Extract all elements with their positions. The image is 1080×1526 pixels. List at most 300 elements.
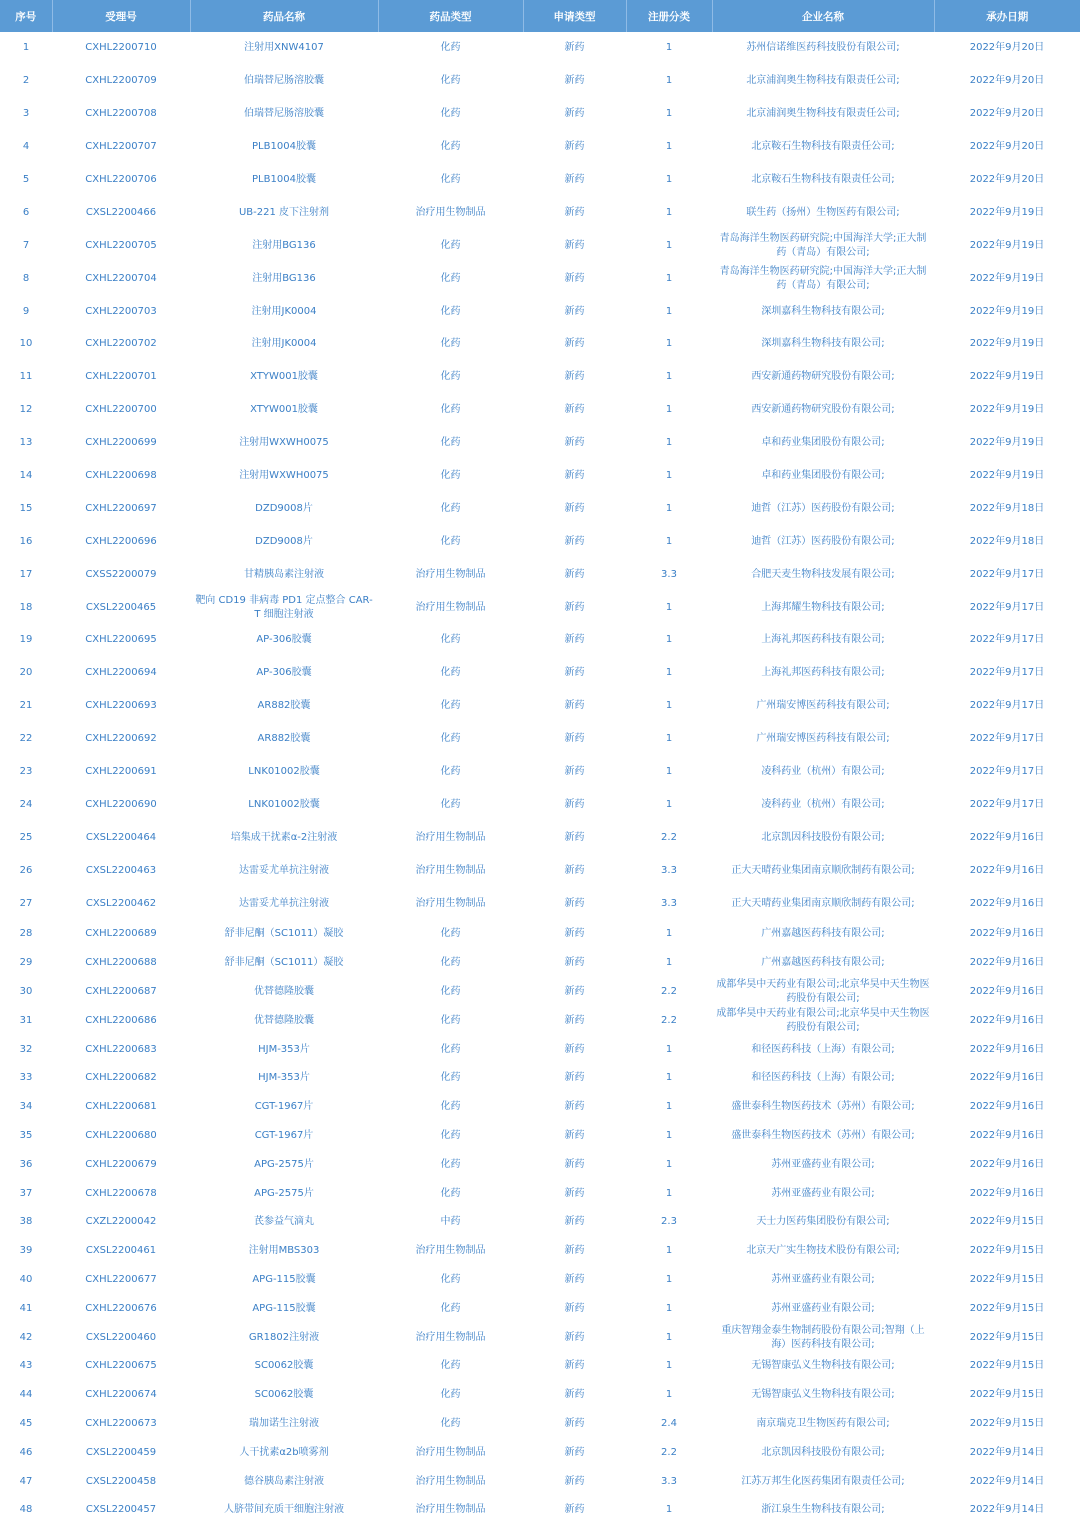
table-row xyxy=(0,394,1080,427)
cell-date: 2022年9月16日 xyxy=(969,1043,1045,1055)
cell-date: 2022年9月16日 xyxy=(969,986,1045,998)
cell-application-type: 新药 xyxy=(564,864,585,876)
table-row xyxy=(0,1467,1080,1496)
cell-drug-name: AP-306胶囊 xyxy=(256,634,312,646)
cell-date: 2022年9月19日 xyxy=(969,404,1045,416)
cell-application-type: 新药 xyxy=(564,897,585,909)
cell-drug-name: 靶向 CD19 非病毒 PD1 定点整合 CAR-T 细胞注射液 xyxy=(195,594,373,620)
cell-application-type: 新药 xyxy=(564,928,585,940)
cell-company-name: 北京天广实生物技术股份有限公司; xyxy=(746,1245,900,1257)
cell-index: 6 xyxy=(22,206,30,218)
cell-index: 32 xyxy=(19,1043,33,1055)
cell-application-type: 新药 xyxy=(564,1158,585,1170)
cell-acceptance-no: CXHL2200691 xyxy=(85,766,157,778)
cell-date: 2022年9月16日 xyxy=(969,831,1045,843)
cell-index: 20 xyxy=(19,667,33,679)
cell-registration-class: 1 xyxy=(665,404,673,416)
cell-drug-name: 伯瑞替尼肠溶胶囊 xyxy=(244,108,324,120)
cell-acceptance-no: CXHL2200694 xyxy=(85,667,157,679)
cell-date: 2022年9月18日 xyxy=(969,502,1045,514)
cell-drug-type: 化药 xyxy=(440,928,461,940)
cell-index: 13 xyxy=(19,437,33,449)
table-row xyxy=(0,1352,1080,1381)
cell-index: 47 xyxy=(19,1475,33,1487)
cell-acceptance-no: CXHL2200689 xyxy=(85,928,157,940)
header-drug-type: 药品类型 xyxy=(378,0,523,32)
cell-application-type: 新药 xyxy=(564,957,585,969)
cell-acceptance-no: CXHL2200693 xyxy=(85,700,157,712)
cell-acceptance-no: CXSL2200462 xyxy=(85,897,157,909)
cell-drug-type: 化药 xyxy=(440,437,461,449)
table-row xyxy=(0,591,1080,624)
cell-application-type: 新药 xyxy=(564,766,585,778)
cell-company-name: 北京凯因科技股份有限公司; xyxy=(761,1446,885,1458)
cell-index: 31 xyxy=(19,1014,33,1026)
cell-application-type: 新药 xyxy=(564,502,585,514)
cell-index: 36 xyxy=(19,1158,33,1170)
cell-drug-name: 优替德隆胶囊 xyxy=(254,1014,314,1026)
cell-company-name: 浙江泉生生物科技有限公司; xyxy=(761,1504,885,1516)
cell-registration-class: 1 xyxy=(665,1245,673,1257)
cell-date: 2022年9月19日 xyxy=(969,470,1045,482)
cell-drug-type: 化药 xyxy=(440,42,461,54)
cell-date: 2022年9月19日 xyxy=(969,239,1045,251)
cell-company-name: 北京鞍石生物科技有限责任公司; xyxy=(751,141,895,153)
cell-date: 2022年9月19日 xyxy=(969,338,1045,350)
cell-drug-type: 化药 xyxy=(440,1187,461,1199)
cell-index: 9 xyxy=(22,305,30,317)
cell-registration-class: 1 xyxy=(665,1158,673,1170)
cell-registration-class: 1 xyxy=(665,1072,673,1084)
cell-application-type: 新药 xyxy=(564,1389,585,1401)
cell-date: 2022年9月15日 xyxy=(969,1389,1045,1401)
cell-drug-type: 化药 xyxy=(440,239,461,251)
cell-drug-type: 化药 xyxy=(440,700,461,712)
cell-drug-name: GR1802注射液 xyxy=(248,1331,320,1343)
cell-registration-class: 1 xyxy=(665,634,673,646)
cell-registration-class: 3.3 xyxy=(661,1475,677,1487)
table-row xyxy=(0,756,1080,789)
table-row xyxy=(0,854,1080,887)
table-row xyxy=(0,460,1080,493)
cell-acceptance-no: CXHL2200706 xyxy=(85,174,157,185)
cell-drug-type: 治疗用生物制品 xyxy=(415,1245,486,1257)
cell-drug-type: 化药 xyxy=(440,1101,461,1113)
cell-index: 38 xyxy=(19,1216,33,1228)
cell-acceptance-no: CXHL2200690 xyxy=(85,798,157,810)
cell-drug-type: 化药 xyxy=(440,272,461,284)
cell-index: 2 xyxy=(22,75,30,87)
cell-drug-name: PLB1004胶囊 xyxy=(252,141,316,153)
header-index: 序号 xyxy=(0,0,52,32)
cell-drug-name: 培集成干扰素α-2注射液 xyxy=(230,831,338,843)
cell-registration-class: 2.2 xyxy=(661,1446,677,1458)
cell-index: 14 xyxy=(19,470,33,482)
cell-company-name: 凌科药业（杭州）有限公司; xyxy=(761,766,885,778)
cell-date: 2022年9月14日 xyxy=(969,1504,1045,1516)
header-application-type: 申请类型 xyxy=(523,0,626,32)
table-row xyxy=(0,788,1080,821)
cell-index: 19 xyxy=(19,634,33,646)
cell-acceptance-no: CXHL2200708 xyxy=(85,108,157,120)
cell-drug-name: XTYW001胶囊 xyxy=(250,371,318,383)
cell-drug-type: 化药 xyxy=(440,733,461,745)
cell-acceptance-no: CXHL2200675 xyxy=(85,1360,157,1372)
cell-company-name: 青岛海洋生物医药研究院;中国海洋大学;正大制药（青岛）有限公司; xyxy=(719,232,927,258)
table-row xyxy=(0,32,1080,65)
cell-drug-name: PLB1004胶囊 xyxy=(252,174,316,185)
cell-index: 12 xyxy=(19,404,33,416)
table-row xyxy=(0,723,1080,756)
cell-drug-type: 化药 xyxy=(440,1043,461,1055)
cell-company-name: 卓和药业集团股份有限公司; xyxy=(761,437,885,449)
cell-date: 2022年9月16日 xyxy=(969,864,1045,876)
cell-company-name: 迪哲（江苏）医药股份有限公司; xyxy=(751,502,895,514)
cell-application-type: 新药 xyxy=(564,1216,585,1228)
table-row xyxy=(0,131,1080,164)
cell-application-type: 新药 xyxy=(564,437,585,449)
cell-application-type: 新药 xyxy=(564,1043,585,1055)
table-row xyxy=(0,1438,1080,1467)
cell-application-type: 新药 xyxy=(564,568,585,580)
cell-drug-name: AR882胶囊 xyxy=(257,700,311,712)
cell-application-type: 新药 xyxy=(564,733,585,745)
cell-drug-type: 化药 xyxy=(440,1417,461,1429)
cell-company-name: 无锡智康弘义生物科技有限公司; xyxy=(751,1360,895,1372)
cell-drug-type: 化药 xyxy=(440,1302,461,1314)
cell-drug-name: 注射用BG136 xyxy=(252,239,316,251)
cell-date: 2022年9月16日 xyxy=(969,897,1045,909)
table-row xyxy=(0,624,1080,657)
cell-date: 2022年9月16日 xyxy=(969,1187,1045,1199)
cell-date: 2022年9月17日 xyxy=(969,766,1045,778)
cell-company-name: 苏州亚盛药业有限公司; xyxy=(771,1158,875,1170)
cell-index: 40 xyxy=(19,1274,33,1285)
cell-application-type: 新药 xyxy=(564,108,585,120)
cell-company-name: 北京浦润奥生物科技有限责任公司; xyxy=(746,75,900,87)
cell-registration-class: 1 xyxy=(665,667,673,679)
cell-registration-class: 1 xyxy=(665,371,673,383)
cell-registration-class: 1 xyxy=(665,766,673,778)
table-row xyxy=(0,1496,1080,1525)
table-row xyxy=(0,1064,1080,1093)
cell-drug-name: DZD9008片 xyxy=(255,535,313,547)
table-row xyxy=(0,229,1080,262)
cell-index: 22 xyxy=(19,733,33,745)
cell-index: 17 xyxy=(19,568,33,580)
cell-acceptance-no: CXHL2200680 xyxy=(85,1130,157,1142)
cell-acceptance-no: CXHL2200695 xyxy=(85,634,157,646)
cell-drug-type: 化药 xyxy=(440,1274,461,1285)
table-row xyxy=(0,295,1080,328)
table-row xyxy=(0,1381,1080,1410)
cell-drug-name: UB-221 皮下注射剂 xyxy=(238,206,330,218)
cell-acceptance-no: CXSL2200466 xyxy=(85,206,157,218)
cell-index: 42 xyxy=(19,1331,33,1343)
cell-company-name: 广州嘉越医药科技有限公司; xyxy=(761,928,885,940)
cell-application-type: 新药 xyxy=(564,272,585,284)
table-row xyxy=(0,558,1080,591)
cell-registration-class: 1 xyxy=(665,733,673,745)
cell-index: 43 xyxy=(19,1360,33,1372)
table-row xyxy=(0,65,1080,98)
cell-date: 2022年9月16日 xyxy=(969,1158,1045,1170)
cell-drug-name: 瑞加诺生注射液 xyxy=(249,1417,319,1429)
table-header xyxy=(0,0,1080,32)
cell-application-type: 新药 xyxy=(564,1274,585,1285)
cell-registration-class: 1 xyxy=(665,1302,673,1314)
cell-drug-name: APG-2575片 xyxy=(254,1158,314,1170)
cell-acceptance-no: CXHL2200677 xyxy=(85,1274,157,1285)
cell-registration-class: 1 xyxy=(665,272,673,284)
cell-registration-class: 2.2 xyxy=(661,1014,677,1026)
cell-date: 2022年9月15日 xyxy=(969,1216,1045,1228)
cell-company-name: 迪哲（江苏）医药股份有限公司; xyxy=(751,535,895,547)
cell-drug-type: 治疗用生物制品 xyxy=(415,568,486,580)
cell-index: 33 xyxy=(19,1072,33,1084)
cell-company-name: 和径医药科技（上海）有限公司; xyxy=(751,1043,895,1055)
cell-date: 2022年9月14日 xyxy=(969,1446,1045,1458)
cell-drug-type: 化药 xyxy=(440,338,461,350)
cell-index: 48 xyxy=(19,1504,33,1516)
cell-company-name: 合肥天麦生物科技发展有限公司; xyxy=(751,568,895,580)
cell-registration-class: 1 xyxy=(665,239,673,251)
cell-index: 8 xyxy=(22,272,30,284)
cell-acceptance-no: CXSL2200459 xyxy=(85,1446,157,1458)
cell-drug-name: 舒非尼酮（SC1011）凝胶 xyxy=(224,928,344,940)
cell-acceptance-no: CXSL2200464 xyxy=(85,831,157,843)
cell-acceptance-no: CXHL2200692 xyxy=(85,733,157,745)
cell-registration-class: 3.3 xyxy=(661,568,677,580)
cell-acceptance-no: CXHL2200696 xyxy=(85,535,157,547)
cell-drug-type: 治疗用生物制品 xyxy=(415,897,486,909)
cell-date: 2022年9月17日 xyxy=(969,700,1045,712)
cell-registration-class: 1 xyxy=(665,305,673,317)
cell-application-type: 新药 xyxy=(564,986,585,998)
table-row xyxy=(0,1093,1080,1122)
cell-drug-name: APG-115胶囊 xyxy=(252,1274,316,1285)
cell-registration-class: 1 xyxy=(665,1187,673,1199)
table-row xyxy=(0,525,1080,558)
cell-company-name: 正大天晴药业集团南京顺欣制药有限公司; xyxy=(731,897,915,909)
cell-registration-class: 2.4 xyxy=(661,1417,677,1429)
cell-company-name: 上海邦耀生物科技有限公司; xyxy=(761,601,885,613)
table-row xyxy=(0,196,1080,229)
cell-drug-name: LNK01002胶囊 xyxy=(248,766,320,778)
cell-date: 2022年9月19日 xyxy=(969,371,1045,383)
cell-company-name: 正大天晴药业集团南京顺欣制药有限公司; xyxy=(731,864,915,876)
cell-drug-name: 人干扰素α2b喷雾剂 xyxy=(239,1446,329,1458)
cell-acceptance-no: CXHL2200702 xyxy=(85,338,157,350)
cell-application-type: 新药 xyxy=(564,141,585,153)
cell-application-type: 新药 xyxy=(564,305,585,317)
cell-drug-name: 注射用JK0004 xyxy=(251,338,317,350)
cell-drug-type: 化药 xyxy=(440,986,461,998)
cell-date: 2022年9月16日 xyxy=(969,1130,1045,1142)
cell-application-type: 新药 xyxy=(564,1101,585,1113)
table-row xyxy=(0,887,1080,920)
cell-application-type: 新药 xyxy=(564,1302,585,1314)
table-row xyxy=(0,690,1080,723)
cell-registration-class: 1 xyxy=(665,141,673,153)
table-row xyxy=(0,920,1080,949)
cell-date: 2022年9月17日 xyxy=(969,568,1045,580)
cell-date: 2022年9月20日 xyxy=(969,174,1045,185)
cell-company-name: 北京凯因科技股份有限公司; xyxy=(761,831,885,843)
cell-acceptance-no: CXSL2200457 xyxy=(85,1504,157,1516)
cell-company-name: 联生药（扬州）生物医药有限公司; xyxy=(746,206,900,218)
cell-drug-name: CGT-1967片 xyxy=(254,1101,314,1113)
table-row xyxy=(0,1294,1080,1323)
cell-drug-type: 治疗用生物制品 xyxy=(415,831,486,843)
cell-company-name: 苏州亚盛药业有限公司; xyxy=(771,1274,875,1285)
header-row xyxy=(0,0,1080,32)
cell-drug-type: 化药 xyxy=(440,1158,461,1170)
cell-drug-type: 治疗用生物制品 xyxy=(415,1475,486,1487)
cell-index: 1 xyxy=(22,42,30,54)
cell-company-name: 和径医药科技（上海）有限公司; xyxy=(751,1072,895,1084)
table-row xyxy=(0,328,1080,361)
cell-date: 2022年9月15日 xyxy=(969,1302,1045,1314)
cell-drug-name: HJM-353片 xyxy=(258,1072,310,1084)
cell-index: 35 xyxy=(19,1130,33,1142)
cell-registration-class: 1 xyxy=(665,108,673,120)
cell-acceptance-no: CXSL2200458 xyxy=(85,1475,157,1487)
cell-acceptance-no: CXHL2200686 xyxy=(85,1014,157,1026)
cell-application-type: 新药 xyxy=(564,338,585,350)
cell-index: 30 xyxy=(19,986,33,998)
cell-index: 46 xyxy=(19,1446,33,1458)
cell-company-name: 无锡智康弘义生物科技有限公司; xyxy=(751,1389,895,1401)
cell-registration-class: 1 xyxy=(665,1331,673,1343)
cell-drug-type: 治疗用生物制品 xyxy=(415,206,486,218)
table-row xyxy=(0,1150,1080,1179)
header-drug-name: 药品名称 xyxy=(190,0,378,32)
cell-acceptance-no: CXHL2200700 xyxy=(85,404,157,416)
cell-application-type: 新药 xyxy=(564,1331,585,1343)
cell-drug-type: 化药 xyxy=(440,798,461,810)
table-row xyxy=(0,1179,1080,1208)
cell-index: 18 xyxy=(19,601,33,613)
cell-acceptance-no: CXZL2200042 xyxy=(85,1216,157,1228)
cell-registration-class: 1 xyxy=(665,1360,673,1372)
table-row xyxy=(0,164,1080,197)
cell-company-name: 北京鞍石生物科技有限责任公司; xyxy=(751,174,895,185)
cell-acceptance-no: CXSL2200465 xyxy=(85,601,157,613)
cell-date: 2022年9月17日 xyxy=(969,601,1045,613)
cell-company-name: 成都华昊中天药业有限公司;北京华昊中天生物医药股份有限公司; xyxy=(716,1007,930,1033)
cell-acceptance-no: CXHL2200687 xyxy=(85,986,157,998)
cell-registration-class: 2.2 xyxy=(661,986,677,998)
cell-acceptance-no: CXHL2200676 xyxy=(85,1302,157,1314)
cell-drug-type: 化药 xyxy=(440,108,461,120)
cell-index: 11 xyxy=(19,371,33,383)
cell-company-name: 广州瑞安博医药科技有限公司; xyxy=(756,733,890,745)
cell-registration-class: 1 xyxy=(665,75,673,87)
cell-drug-type: 治疗用生物制品 xyxy=(415,601,486,613)
cell-drug-type: 化药 xyxy=(440,634,461,646)
table-row xyxy=(0,1035,1080,1064)
cell-drug-name: 达雷妥尤单抗注射液 xyxy=(239,897,329,909)
cell-application-type: 新药 xyxy=(564,1130,585,1142)
cell-acceptance-no: CXHL2200678 xyxy=(85,1187,157,1199)
header-registration-class: 注册分类 xyxy=(626,0,712,32)
cell-date: 2022年9月19日 xyxy=(969,305,1045,317)
cell-index: 44 xyxy=(19,1389,33,1401)
cell-application-type: 新药 xyxy=(564,1245,585,1257)
table-row xyxy=(0,98,1080,131)
cell-registration-class: 1 xyxy=(665,1504,673,1516)
cell-drug-name: SC0062胶囊 xyxy=(254,1389,314,1401)
table-row xyxy=(0,1266,1080,1295)
cell-application-type: 新药 xyxy=(564,42,585,54)
cell-drug-name: 芪参益气滴丸 xyxy=(254,1216,314,1228)
cell-drug-type: 化药 xyxy=(440,957,461,969)
cell-date: 2022年9月19日 xyxy=(969,437,1045,449)
cell-registration-class: 1 xyxy=(665,928,673,940)
cell-drug-type: 化药 xyxy=(440,404,461,416)
cell-index: 45 xyxy=(19,1417,33,1429)
cell-acceptance-no: CXHL2200698 xyxy=(85,470,157,482)
cell-drug-name: 优替德隆胶囊 xyxy=(254,986,314,998)
table-row xyxy=(0,1122,1080,1151)
cell-drug-type: 化药 xyxy=(440,1389,461,1401)
cell-index: 24 xyxy=(19,798,33,810)
table-row xyxy=(0,361,1080,394)
cell-index: 23 xyxy=(19,766,33,778)
table-row xyxy=(0,492,1080,525)
table-row xyxy=(0,1410,1080,1439)
cell-drug-name: APG-2575片 xyxy=(254,1187,314,1199)
cell-drug-name: 注射用BG136 xyxy=(252,272,316,284)
cell-drug-type: 化药 xyxy=(440,502,461,514)
cell-application-type: 新药 xyxy=(564,1360,585,1372)
cell-application-type: 新药 xyxy=(564,634,585,646)
cell-company-name: 西安新通药物研究股份有限公司; xyxy=(751,404,895,416)
cell-application-type: 新药 xyxy=(564,470,585,482)
cell-date: 2022年9月15日 xyxy=(969,1417,1045,1429)
cell-acceptance-no: CXHL2200709 xyxy=(85,75,157,87)
cell-acceptance-no: CXHL2200707 xyxy=(85,141,157,153)
cell-registration-class: 1 xyxy=(665,601,673,613)
cell-drug-name: CGT-1967片 xyxy=(254,1130,314,1142)
cell-application-type: 新药 xyxy=(564,371,585,383)
cell-application-type: 新药 xyxy=(564,667,585,679)
cell-company-name: 盛世泰科生物医药技术（苏州）有限公司; xyxy=(731,1101,915,1113)
table-row xyxy=(0,262,1080,295)
cell-index: 21 xyxy=(19,700,33,712)
table-row xyxy=(0,427,1080,460)
cell-index: 39 xyxy=(19,1245,33,1257)
cell-registration-class: 1 xyxy=(665,1130,673,1142)
cell-drug-type: 化药 xyxy=(440,1072,461,1084)
cell-company-name: 广州瑞安博医药科技有限公司; xyxy=(756,700,890,712)
header-company-name: 企业名称 xyxy=(712,0,934,32)
table-row xyxy=(0,1208,1080,1237)
cell-company-name: 苏州亚盛药业有限公司; xyxy=(771,1302,875,1314)
cell-drug-type: 化药 xyxy=(440,75,461,87)
cell-application-type: 新药 xyxy=(564,700,585,712)
cell-registration-class: 1 xyxy=(665,437,673,449)
cell-date: 2022年9月20日 xyxy=(969,75,1045,87)
cell-application-type: 新药 xyxy=(564,1187,585,1199)
cell-acceptance-no: CXSL2200461 xyxy=(85,1245,157,1257)
cell-date: 2022年9月17日 xyxy=(969,798,1045,810)
cell-application-type: 新药 xyxy=(564,601,585,613)
cell-index: 28 xyxy=(19,928,33,940)
cell-registration-class: 1 xyxy=(665,535,673,547)
cell-drug-name: 舒非尼酮（SC1011）凝胶 xyxy=(224,957,344,969)
